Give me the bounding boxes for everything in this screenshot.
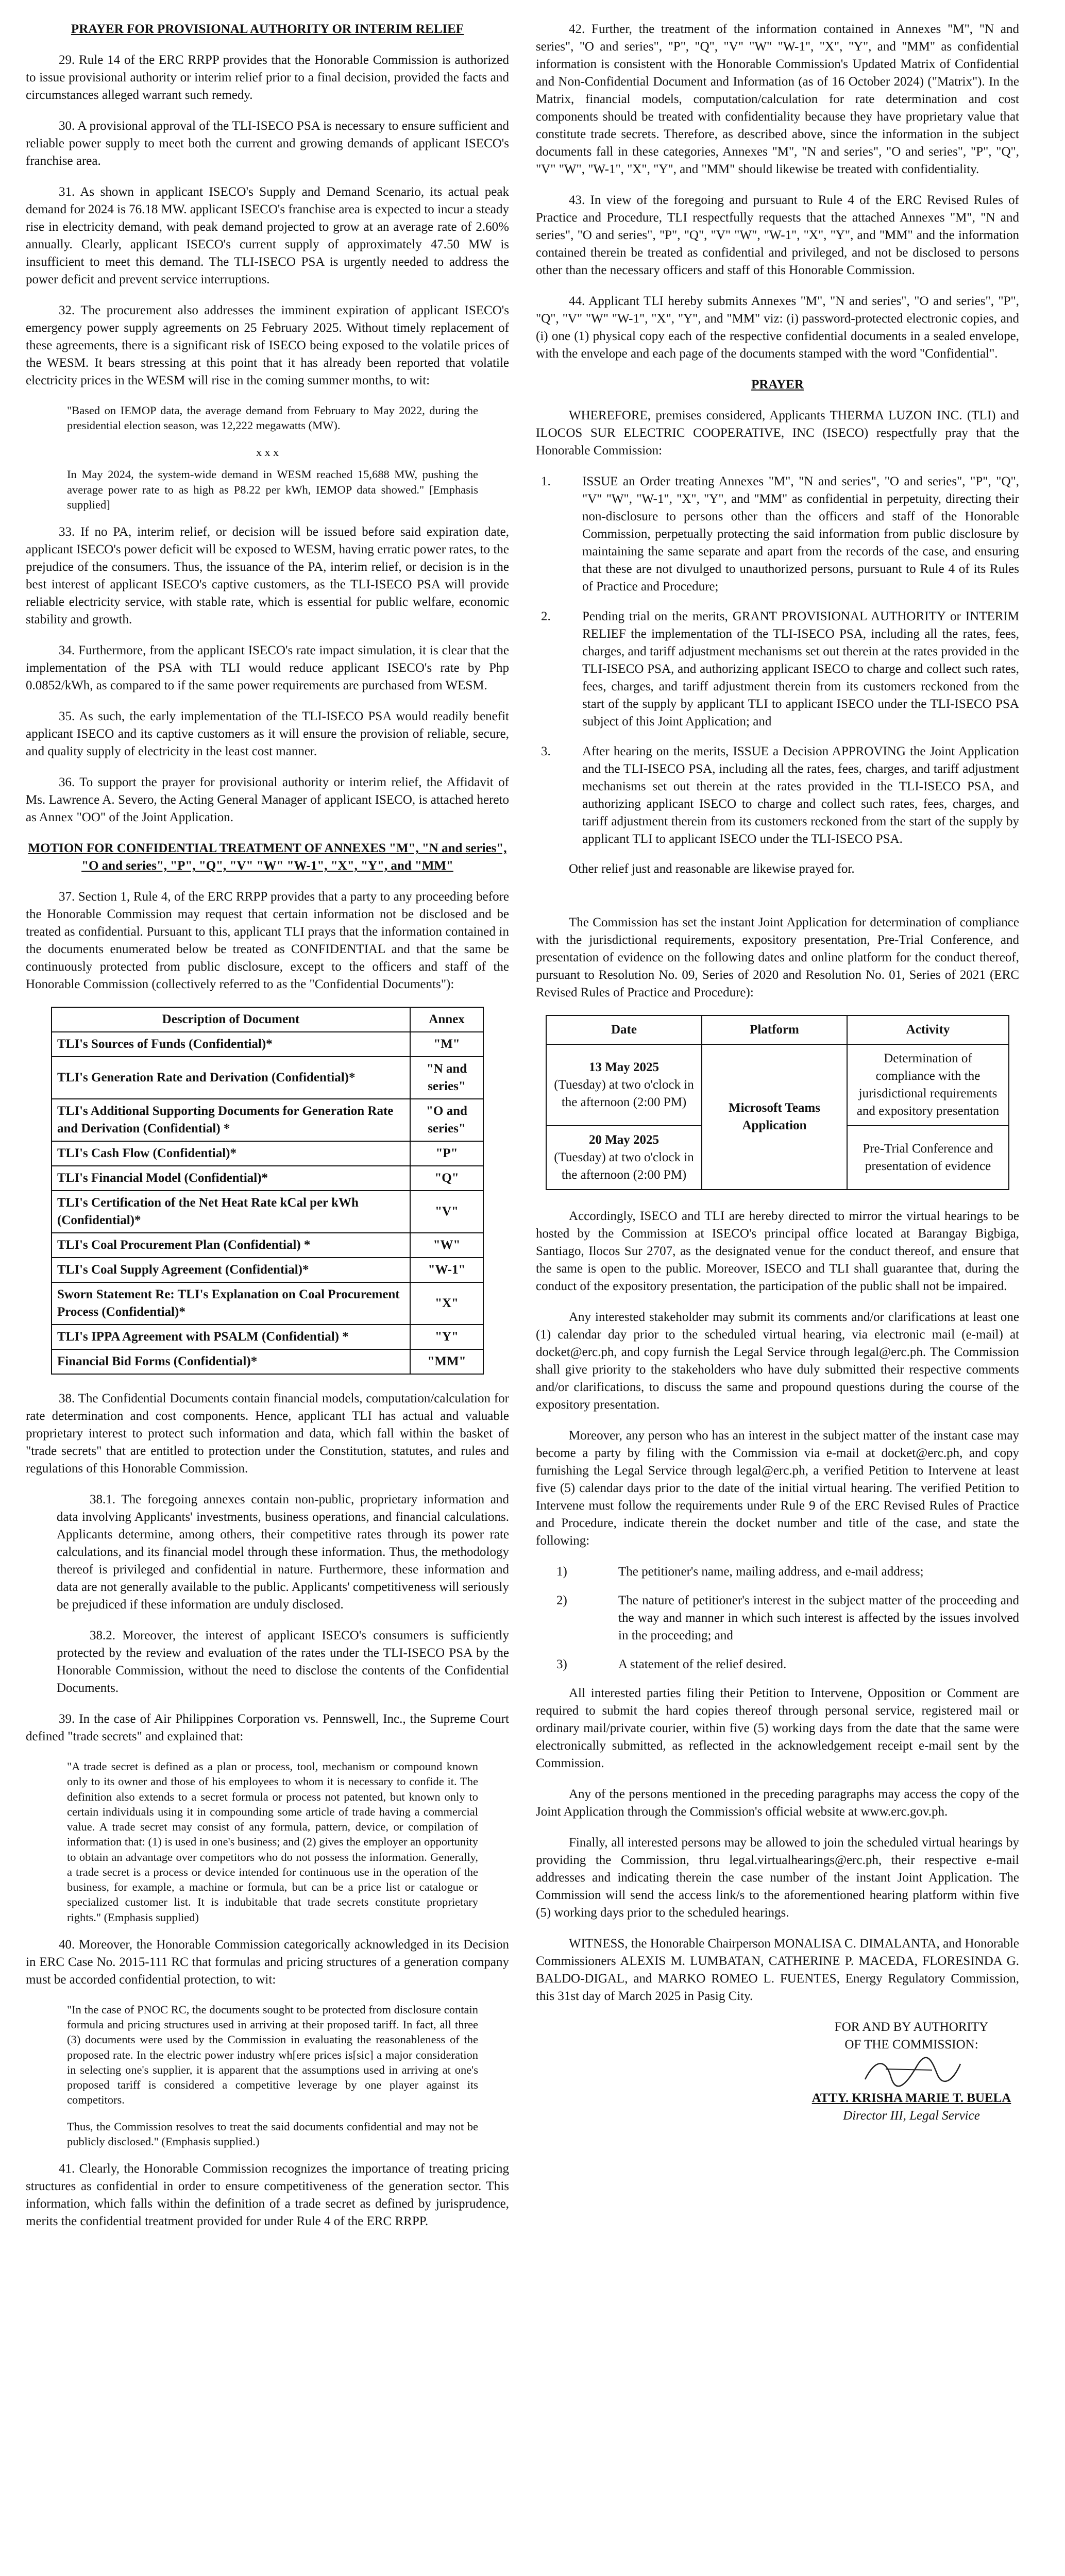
paragraph-43: 43. In view of the foregoing and pursuant to Rule 4 of the ERC Revised Rules of Practice and Procedure, TLI respectfully requests that the attached Annexes "M", "N and series", "O and series", "P", "Q", "V" "W", "W-1", "X", "Y", and "MM" and the information contained therein be treated as confidential and privileged, and not be disclosed to persons other than the necessary officers and staff of this Honorable Commission.: [536, 193, 1019, 277]
document-description: TLI's Financial Model (Confidential)*: [52, 1166, 410, 1191]
table-row: [52, 1282, 483, 1325]
paragraph-30: 30. A provisional approval of the TLI-ISECO PSA is necessary to ensure sufficient and reliable power supply to meet both the current and growing demands of applicant ISECO's franchise area.: [26, 119, 509, 168]
sign-authority-line: FOR AND BY AUTHORITY: [834, 2020, 989, 2034]
paragraph-38: 38. The Confidential Documents contain financial models, computation/calculation for rate determination and cost components. Hence, applicant TLI has actual and valuable proprietary interest to protect such information and data, which fall within the basket of "trade secrets" that are entitled to protection under the Constitution, statutes, and rules and regulations of this Honorable Commission.: [26, 1392, 509, 1476]
document-description: TLI's Cash Flow (Confidential)*: [52, 1141, 410, 1166]
quote-32-a: "Based on IEMOP data, the average demand from February to May 2022, during the presidential election season, was 12,222 megawatts (MW).: [67, 404, 478, 432]
paragraph-29: 29. Rule 14 of the ERC RRPP provides that the Honorable Commission is authorized to issue provisional authority or interim relief prior to a final decision, provided the facts and circumstances alleged warrant such remedy.: [26, 53, 509, 102]
schedule-header-date: Date: [546, 1015, 702, 1044]
schedule-date: 20 May 2025 (Tuesday) at two o'clock in the afternoon (2:00 PM): [546, 1126, 702, 1190]
hearing-schedule-table: [546, 1015, 1009, 1190]
paragraph-witness: WITNESS, the Honorable Chairperson MONALISA C. DIMALANTA, and Honorable Commissioners ALEXIS M. LUMBATAN, CATHERINE P. MACEDA, FLORESINDA G. BALDO-DIGAL, and MARKO ROMEO L. FUENTES, Energy Regulatory Commission, this 31st day of March 2025 in Pasig City.: [536, 1937, 1019, 2003]
table-row: [52, 1325, 483, 1349]
quote-40-a: "In the case of PNOC RC, the documents sought to be protected from disclosure contain formula and pricing structures used in arriving at their proposed tariff. In fact, all three (3) documents were used by the Commission in evaluating the reasonableness of the proposed rate. In the electric power industry wh[ere prices is[sic] a major consideration in selecting one's supplier, it is apparent that the assumptions used in arriving at one's proposed tariff is considered a competitive leverage by one player against its competitors.: [67, 2003, 478, 2107]
paragraph-commission-setting: The Commission has set the instant Joint Application for determination of compliance with the jurisdictional requirements, expository presentation, Pre-Trial Conference, and presentation of evidence on the following dates and online platform for the conduct thereof, pursuant to Resolution No. 09, Series of 2020 and Resolution No. 01, Series of 2021 (ERC Revised Rules of Practice and Procedure):: [536, 916, 1019, 999]
document-annex: "V": [410, 1191, 483, 1233]
document-description: TLI's Coal Procurement Plan (Confidential) *: [52, 1233, 410, 1258]
schedule-activity: Pre-Trial Conference and presentation of evidence: [847, 1126, 1009, 1190]
document-description: TLI's Sources of Funds (Confidential)*: [52, 1032, 410, 1057]
heading-confidential-motion: MOTION FOR CONFIDENTIAL TREATMENT OF ANNEXES "M", "N and series", "O and series", "P", "Q", "V" "W" "W-1", "X", "Y", and "MM": [28, 841, 507, 873]
document-description: TLI's IPPA Agreement with PSALM (Confidential) *: [52, 1325, 410, 1349]
confidential-documents-table: [51, 1007, 484, 1375]
schedule-header-platform: Platform: [702, 1015, 847, 1044]
paragraph-35: 35. As such, the early implementation of the TLI-ISECO PSA would readily benefit applicant ISECO and its captive customers as it will ensure the provision of reliable, secure, and quality supply of electricity in the least cost manner.: [26, 709, 509, 759]
document-description: TLI's Generation Rate and Derivation (Confidential)*: [52, 1057, 410, 1099]
paragraph-44: 44. Applicant TLI hereby submits Annexes "M", "N and series", "O and series", "P", "Q", "V" "W" "W-1", "X", "Y", and "MM" viz: (i) password-protected electronic copies, and (i) one (1) physical copy each of the respective confidential documents in a sealed envelope, with the envelope and each page of the documents stamped with the word "Confidential".: [536, 294, 1019, 361]
quote-39: "A trade secret is defined as a plan or process, tool, mechanism or compound known only to its owner and those of his employees to whom it is necessary to confide it. The definition also extends to a secret formula or process not patented, but known only to certain individuals using it in compounding some article of trade having a commercial value. A trade secret may consist of any formula, pattern, device, or compilation of information that: (1) is used in one's business; and (2) gives the employer an opportunity to obtain an advantage over competitors who do not possess the information. Generally, a trade secret is a process or device intended for continuous use in the operation of the business, for example, a machine or formula, but can be a price list or catalogue or specialized customer list. It is indubitable that trade secrets constitute proprietary rights." (Emphasis supplied): [67, 1760, 478, 1924]
paragraph-accordingly: Accordingly, ISECO and TLI are hereby directed to mirror the virtual hearings to be hosted by the Commission at ISECO's principal office located at Barangay Bigbiga, Santiago, Ilocos Sur 2707, as the designated venue for the conduct thereof, and ensure that the same is open to the public. Moreover, ISECO and TLI shall guarantee that, during the conduct of the expository presentation, the participation of the public shall not be impaired.: [536, 1209, 1019, 1293]
document-annex: "MM": [410, 1349, 483, 1374]
signature-block: [804, 2019, 1019, 2125]
paragraph-41: 41. Clearly, the Honorable Commission recognizes the importance of treating pricing structures as confidential in order to ensure competitiveness of the generation sector. This information, which falls within the definition of a trade secret as defined by jurisprudence, merits the confidential treatment provided for under Rule 4 of the ERC RRPP.: [26, 2162, 509, 2229]
left-column: [26, 21, 509, 2244]
paragraph-36: 36. To support the prayer for provisional authority or interim relief, the Affidavit of Ms. Lawrence A. Severo, the Acting General Manager of applicant ISECO, is attached hereto as Annex "OO" of the Joint Application.: [26, 775, 509, 825]
table-header-description: Description of Document: [52, 1007, 410, 1032]
document-description: TLI's Additional Supporting Documents for Generation Rate and Derivation (Confidential) *: [52, 1099, 410, 1141]
document-annex: "X": [410, 1282, 483, 1325]
paragraph-other-relief: Other relief just and reasonable are likewise prayed for.: [569, 862, 855, 876]
signatory-title: Director III, Legal Service: [843, 2109, 980, 2123]
schedule-header-activity: Activity: [847, 1015, 1009, 1044]
right-column: [536, 21, 1019, 2125]
table-row: [52, 1258, 483, 1282]
heading-provisional-authority: PRAYER FOR PROVISIONAL AUTHORITY OR INTERIM RELIEF: [71, 22, 464, 36]
paragraph-33: 33. If no PA, interim relief, or decision will be issued before said expiration date, applicant ISECO's power deficit will be exposed to WESM, having erratic power rates, to the prejudice of the consumers. Thus, the issuance of the PA, interim relief, or decision is in the best interest of applicant ISECO's captive customers, as the TLI-ISECO PSA will provide reliable electricity service, with stable rate, which is essential for public welfare, economic stability and growth.: [26, 525, 509, 627]
paragraph-37: 37. Section 1, Rule 4, of the ERC RRPP provides that a party to any proceeding before the Honorable Commission may request that certain information not be disclosed and be treated as confidential. Pursuant to this, applicant TLI prays that the information contained in the documents enumerated below be treated as CONFIDENTIAL and that the same be continuously protected from public disclosure, except to the officers and staff of the Honorable Commission (collectively referred to as the "Confidential Documents"):: [26, 890, 509, 992]
table-row: [52, 1032, 483, 1057]
quote-40-b: Thus, the Commission resolves to treat the said documents confidential and may not be publicly disclosed." (Emphasis supplied.): [67, 2120, 478, 2148]
heading-prayer: PRAYER: [751, 378, 804, 392]
paragraph-31: 31. As shown in applicant ISECO's Supply and Demand Scenario, its actual peak demand for 2024 is 76.18 MW. applicant ISECO's franchise area is expected to incur a steady rise in electricity demand, with peak demand projected to grow at an average rate of 2.60% annually. Clearly, applicant ISECO's current supply of approximately 47.50 MW is insufficient to meet this demand. The TLI-ISECO PSA is urgently needed to address the power deficit and prevent service interruptions.: [26, 185, 509, 286]
table-row: [52, 1141, 483, 1166]
document-annex: "Y": [410, 1325, 483, 1349]
document-description: TLI's Coal Supply Agreement (Confidential)*: [52, 1258, 410, 1282]
requirement-item-3: 3) A statement of the relief desired.: [556, 1657, 787, 1671]
document-description: TLI's Certification of the Net Heat Rate kCal per kWh (Confidential)*: [52, 1191, 410, 1233]
requirement-item-2: 2) The nature of petitioner's interest in the subject matter of the proceeding and the way and manner in which such interest is affected by the issues involved in the proceeding; and: [556, 1594, 1019, 1642]
ellipsis-marker: x x x: [256, 445, 279, 459]
signatory-name: ATTY. KRISHA MARIE T. BUELA: [812, 2091, 1011, 2105]
table-row: [52, 1349, 483, 1374]
signature-image: [855, 2054, 968, 2090]
paragraph-finally: Finally, all interested persons may be allowed to join the scheduled virtual hearings by providing the Commission, thru legal.virtualhearings@erc.ph, their respective e-mail addresses and indicating therein the case number of the instant Joint Application. The Commission will send the access link/s to the aforementioned hearing platform within five (5) working days prior to the scheduled hearings.: [536, 1836, 1019, 1920]
schedule-activity: Determination of compliance with the jurisdictional requirements and expository presentation: [847, 1044, 1009, 1126]
paragraph-wherefore: WHEREFORE, premises considered, Applicants THERMA LUZON INC. (TLI) and ILOCOS SUR ELECTRIC COOPERATIVE, INC (ISECO) respectfully pray that the Honorable Commission:: [536, 409, 1019, 457]
document-annex: "P": [410, 1141, 483, 1166]
paragraph-website-access: Any of the persons mentioned in the preceding paragraphs may access the copy of the Joint Application through the Commission's official website at www.erc.gov.ph.: [536, 1787, 1019, 1819]
document-annex: "W-1": [410, 1258, 483, 1282]
schedule-header-row: [546, 1015, 1009, 1044]
sign-commission-line: OF THE COMMISSION:: [844, 2038, 978, 2052]
table-header-annex: Annex: [410, 1007, 483, 1032]
paragraph-all-interested: All interested parties filing their Petition to Intervene, Opposition or Comment are required to submit the hard copies thereof through personal service, registered mail or ordinary mail/private courier, within five (5) working days from the date that the same were electronically submitted, as reflected in the acknowledgement receipt e-mail sent by the Commission.: [536, 1686, 1019, 1770]
schedule-row: [546, 1044, 1009, 1126]
document-annex: "N and series": [410, 1057, 483, 1099]
requirement-item-1: 1) The petitioner's name, mailing address, and e-mail address;: [556, 1565, 924, 1579]
table-row: [52, 1057, 483, 1099]
table-row: [52, 1191, 483, 1233]
document-annex: "M": [410, 1032, 483, 1057]
paragraph-42: 42. Further, the treatment of the information contained in Annexes "M", "N and series", "O and series", "P", "Q", "V" "W" "W-1", "X", "Y", and "MM" as confidential information is consistent with the Honorable Commission's Updated Matrix of Confidential and Non-Confidential Document and Information (as of 16 October 2024) ("Matrix"). In the Matrix, financial models, computation/calculation for rate determination and cost components should be treated with confidentiality because they have proprietary value that constitute trade secrets. Therefore, as described above, since the information in the subject documents fall in these categories, Annexes "M", "N and series", "O and series", "P", "Q", "V" "W", "W-1", "X", "Y", and "MM" should likewise be treated with confidentiality.: [536, 22, 1019, 176]
prayer-item-2: 2. Pending trial on the merits, GRANT PROVISIONAL AUTHORITY or INTERIM RELIEF the implementation of the TLI-ISECO PSA, including all the rates, fees, charges, and tariff adjustment mechanisms set out therein at the rates provided in the TLI-ISECO PSA, and authorizing applicant ISECO to charge and collect such rates, fees, charges, and tariff adjustment therein from its customers reckoned from the start of the supply by applicant TLI to applicant ISECO under the TLI-ISECO PSA subject of this Joint Application; and: [541, 609, 1019, 728]
document-annex: "O and series": [410, 1099, 483, 1141]
document-description: Sworn Statement Re: TLI's Explanation on Coal Procurement Process (Confidential)*: [52, 1282, 410, 1325]
schedule-platform: Microsoft Teams Application: [702, 1044, 847, 1190]
paragraph-38-1: 38.1. The foregoing annexes contain non-public, proprietary information and data involving Applicants' investments, business operations, and financial calculations. Applicants determine, among others, their competitive rates through its power rate calculations, and its financial model through these information. Thus, the methodology thereof is privileged and confidential in nature. Furthermore, these information and data are not generally available to the public. Applicants' competitiveness will seriously be prejudiced if these information are unduly disclosed.: [57, 1493, 509, 1612]
schedule-date: 13 May 2025 (Tuesday) at two o'clock in the afternoon (2:00 PM): [546, 1044, 702, 1126]
table-body: [52, 1032, 483, 1374]
quote-32-b: In May 2024, the system-wide demand in WESM reached 15,688 MW, pushing the average power rate to as high as P8.22 per kWh, IEMOP data showed." [Emphasis supplied]: [67, 468, 478, 511]
paragraph-38-2: 38.2. Moreover, the interest of applicant ISECO's consumers is sufficiently protected by the review and evaluation of the rates under the TLI-ISECO PSA by the Honorable Commission, without the need to disclose the contents of the Confidential Documents.: [57, 1629, 509, 1696]
paragraph-interested-stakeholder: Any interested stakeholder may submit its comments and/or clarifications at least one (1) calendar day prior to the scheduled virtual hearing, via electronic mail (e-mail) at docket@erc.ph, and copy furnish the Legal Service through legal@erc.ph. The Commission shall give priority to the stakeholders who have duly submitted their respective comments and/or clarifications, to discuss the same and propound questions during the course of the expository presentation.: [536, 1310, 1019, 1412]
paragraph-40: 40. Moreover, the Honorable Commission categorically acknowledged in its Decision in ERC Case No. 2015-111 RC that formulas and pricing structures of a generation company must be accorded confidential protection, to wit:: [26, 1937, 509, 1987]
prayer-item-1: 1. ISSUE an Order treating Annexes "M", "N and series", "O and series", "P", "Q", "V" "W", "W-1", "X", "Y", and "MM" as confidential in perpetuity, directing their non-disclosure to persons other than the officers and staff of the Honorable Commission, perpetually protecting the said information from public disclosure by maintaining the same separate and apart from the records of the case, and ensuring that these are not divulged to unauthorized persons, pursuant to Rule 4 of its Rules of Practice and Procedure;: [541, 474, 1019, 594]
prayer-item-3: 3. After hearing on the merits, ISSUE a Decision APPROVING the Joint Application and the TLI-ISECO PSA, including all the rates, fees, charges, and tariff adjustment mechanisms set out therein at the rates provided in the TLI-ISECO PSA, and authorizing applicant ISECO to charge and collect such rates, fees, charges, and tariff adjustment therein from its customers reckoned from the start of the supply by applicant TLI to applicant ISECO under the TLI-ISECO PSA.: [541, 744, 1019, 846]
paragraph-petition-intervene: Moreover, any person who has an interest in the subject matter of the instant case may become a party by filing with the Commission via e-mail at docket@erc.ph, and copy furnishing the Legal Service through legal@erc.ph, a verified Petition to Intervene at least five (5) calendar days prior to the date of the initial virtual hearing. The verified Petition to Intervene must follow the requirements under Rule 9 of the ERC Revised Rules of Practice and Procedure, indicate therein the docket number and title of the case, and state the following:: [536, 1429, 1019, 1548]
document-description: Financial Bid Forms (Confidential)*: [52, 1349, 410, 1374]
table-row: [52, 1166, 483, 1191]
table-header-row: [52, 1007, 483, 1032]
paragraph-32: 32. The procurement also addresses the imminent expiration of applicant ISECO's emergency power supply agreements on 25 February 2025. Without timely replacement of these agreements, there is a significant risk of ISECO being exposed to the volatile prices of the WESM. It bears stressing at this point that it has already been reported that volatile electricity prices in the WESM will rise in the coming summer months, to wit:: [26, 303, 509, 387]
document-annex: "W": [410, 1233, 483, 1258]
paragraph-39: 39. In the case of Air Philippines Corporation vs. Pennswell, Inc., the Supreme Court defined "trade secrets" and explained that:: [26, 1712, 509, 1744]
document-annex: "Q": [410, 1166, 483, 1191]
table-row: [52, 1233, 483, 1258]
table-row: [52, 1099, 483, 1141]
paragraph-34: 34. Furthermore, from the applicant ISECO's rate impact simulation, it is clear that the implementation of the PSA with TLI would reduce applicant ISECO's rate by Php 0.0852/kWh, as compared to if the same power requirements are purchased from WESM.: [26, 643, 509, 693]
